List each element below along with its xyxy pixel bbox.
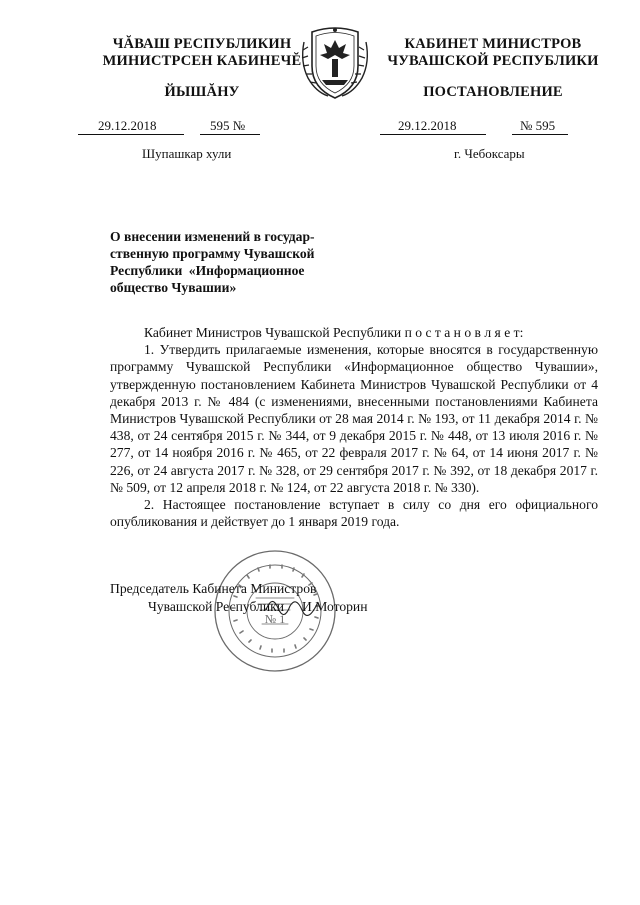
left-date: 29.12.2018 xyxy=(98,118,157,133)
stamp-number: № 1 xyxy=(264,612,286,626)
right-number: № 595 xyxy=(520,118,556,133)
right-date: 29.12.2018 xyxy=(398,118,457,133)
document-body xyxy=(110,324,598,530)
paragraph-1: 1. Утвердить прилагаемые изменения, которые вносятся в государственную программу Чувашской Республики «Информационное общество Чувашии», утвержденную постановлением Кабинета Министров Чувашской Республики от 4 декабря 2013 г. № 484 (с изменениями, внесенными постановлениями Кабинета Министров Чувашской Республики от 28 мая 2014 г. № 193, от 11 декабря 2014 г. № 438, от 24 сентября 2015 г. № 344, от 9 декабря 2015 г. № 448, от 13 июля 2016 г. № 277, от 14 ноября 2016 г. № 465, от 22 февраля 2017 г. № 64, от 14 июня 2017 г. № 226, от 24 августа 2017 г. № 328, от 29 сентября 2017 г. № 392, от 18 декабря 2017 г. № 509, от 12 апреля 2018 г. № 124, от 22 августа 2018 г. № 330). xyxy=(110,342,598,495)
intro-paragraph: Кабинет Министров Чувашской Республики п о с т а н о в л я е т: xyxy=(144,325,524,340)
header-left-block xyxy=(92,36,312,70)
handwritten-signature xyxy=(262,590,322,620)
header-right-doctype: ПОСТАНОВЛЕНИЕ xyxy=(423,84,563,100)
signature-title-line2: Чувашской Республики xyxy=(148,599,284,614)
header-right-line2: ЧУВАШСКОЙ РЕСПУБЛИКИ xyxy=(387,53,599,69)
signatory-name: И.Моторин xyxy=(302,599,368,614)
header-right-line1: КАБИНЕТ МИНИСТРОВ xyxy=(404,36,582,52)
coat-of-arms-emblem xyxy=(298,22,372,102)
left-number-underline xyxy=(200,134,260,135)
signature-title-line1: Председатель Кабинета Министров xyxy=(110,581,317,596)
subject-line: общество Чувашии» xyxy=(110,280,237,295)
document-subject xyxy=(110,228,328,296)
left-number: 595 № xyxy=(210,118,246,133)
subject-line: ственную программу Чувашской xyxy=(110,246,315,261)
left-city: Шупашкар хули xyxy=(142,146,232,161)
header-left-line1: ЧĂВАШ РЕСПУБЛИКИН xyxy=(112,36,292,52)
header-right-block xyxy=(378,36,608,70)
right-date-underline xyxy=(380,134,486,135)
subject-line: Республики «Информационное xyxy=(110,263,305,278)
header-left-doctype: ЙЫШĂНУ xyxy=(164,84,240,100)
paragraph-2: 2. Настоящее постановление вступает в силу со дня его официального опубликования и действует до 1 января 2019 года. xyxy=(110,497,598,530)
right-city: г. Чебоксары xyxy=(454,146,525,161)
header-left-line2: МИНИСТРСЕН КАБИНЕЧĔ xyxy=(102,53,302,69)
subject-line: О внесении изменений в государ- xyxy=(110,229,315,244)
right-number-underline xyxy=(512,134,568,135)
left-date-underline xyxy=(78,134,184,135)
